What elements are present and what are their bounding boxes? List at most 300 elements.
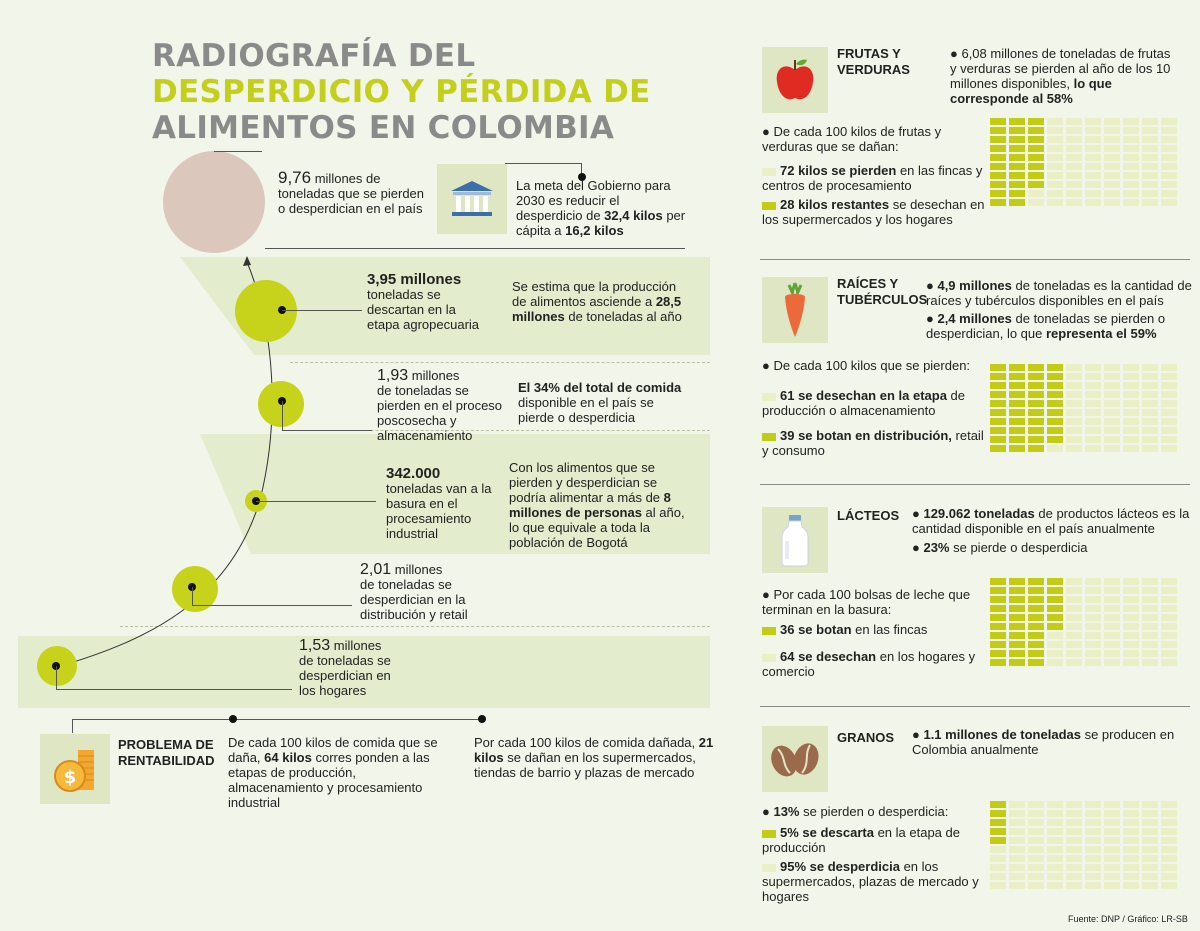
waffle-cell xyxy=(1009,641,1025,648)
waffle-cell xyxy=(1009,659,1025,666)
waffle-cell xyxy=(1009,181,1025,188)
stage-value: 1,53 xyxy=(299,637,331,654)
waffle-cell xyxy=(1028,373,1044,380)
waffle-cell xyxy=(1085,587,1101,594)
waffle-cell xyxy=(1066,373,1082,380)
waffle-cell xyxy=(1161,118,1177,125)
frutas-title-a: FRUTAS Y xyxy=(837,46,901,61)
waffle-cell xyxy=(1047,623,1063,630)
waffle-cell xyxy=(1009,623,1025,630)
waffle-cell xyxy=(1047,199,1063,206)
granos-fact-1: ● 1.1 millones de toneladas se producen en Colombia anualmente xyxy=(912,727,1175,757)
waffle-cell xyxy=(990,614,1006,621)
waffle-cell xyxy=(1085,118,1101,125)
note-bold: 28,5 millones xyxy=(512,294,682,324)
waffle-cell xyxy=(1104,199,1120,206)
lacteos-fact-1: ● 129.062 toneladas de productos lácteos es la cantidad disponible en el país anualmente xyxy=(912,506,1190,536)
waffle-cell xyxy=(1047,118,1063,125)
waffle-cell xyxy=(1009,118,1025,125)
legend-swatch xyxy=(762,864,776,872)
waffle-cell xyxy=(1047,596,1063,603)
waffle-cell xyxy=(990,136,1006,143)
waffle-cell xyxy=(1104,801,1120,808)
connector-line xyxy=(282,430,372,431)
waffle-cell xyxy=(1047,127,1063,134)
waffle-cell xyxy=(1009,136,1025,143)
waffle-cell xyxy=(990,882,1006,889)
raices-title xyxy=(837,276,927,308)
waffle-cell xyxy=(1161,364,1177,371)
waffle-cell xyxy=(1066,596,1082,603)
waffle-cell xyxy=(1028,418,1044,425)
waffle-cell xyxy=(1142,855,1158,862)
waffle-cell xyxy=(1028,819,1044,826)
waffle-cell xyxy=(990,181,1006,188)
waffle-cell xyxy=(1142,828,1158,835)
waffle-cell xyxy=(1104,172,1120,179)
coffee-bean-icon xyxy=(768,737,822,781)
connector-line xyxy=(192,605,352,606)
waffle-cell xyxy=(1009,855,1025,862)
legend-swatch xyxy=(762,168,776,176)
waffle-cell xyxy=(1142,819,1158,826)
waffle-cell xyxy=(1047,154,1063,161)
waffle-cell xyxy=(1009,578,1025,585)
waffle-cell xyxy=(1142,596,1158,603)
total-unit: millones xyxy=(314,171,363,186)
fact-text: se producen en Colombia anualmente xyxy=(912,727,1175,757)
waffle-cell xyxy=(1123,846,1139,853)
raices-waffle-grid xyxy=(990,364,1177,452)
note-text: Con los alimentos que se pierden y desperdician se podría alimentar a más de xyxy=(509,460,664,505)
waffle-cell xyxy=(1066,145,1082,152)
frutas-title-b: VERDURAS xyxy=(837,62,910,77)
waffle-cell xyxy=(1047,409,1063,416)
waffle-cell xyxy=(1123,855,1139,862)
stage-value: 342.000 xyxy=(386,465,441,482)
waffle-cell xyxy=(1047,172,1063,179)
title-line-2: DESPERDICIO Y PÉRDIDA DE xyxy=(152,74,651,110)
waffle-cell xyxy=(1066,181,1082,188)
waffle-cell xyxy=(1142,436,1158,443)
waffle-cell xyxy=(1085,819,1101,826)
waffle-cell xyxy=(1009,163,1025,170)
waffle-cell xyxy=(1028,154,1044,161)
waffle-cell xyxy=(1123,181,1139,188)
waffle-cell xyxy=(1142,382,1158,389)
waffle-cell xyxy=(1028,445,1044,452)
waffle-cell xyxy=(1161,578,1177,585)
stage-text-industrial xyxy=(386,466,496,541)
stage-text-retail xyxy=(360,562,490,622)
waffle-cell xyxy=(1123,650,1139,657)
waffle-cell xyxy=(1104,882,1120,889)
waffle-cell xyxy=(1161,136,1177,143)
waffle-cell xyxy=(1085,837,1101,844)
waffle-cell xyxy=(990,873,1006,880)
waffle-cell xyxy=(1066,632,1082,639)
waffle-cell xyxy=(1028,623,1044,630)
waffle-cell xyxy=(1161,614,1177,621)
goal-text-a: La meta del Gobierno para 2030 es reducir el desperdicio de xyxy=(516,178,671,223)
waffle-cell xyxy=(1142,659,1158,666)
waffle-cell xyxy=(1161,855,1177,862)
waffle-cell xyxy=(990,819,1006,826)
waffle-cell xyxy=(1085,382,1101,389)
lacteos-icon-box xyxy=(762,507,828,573)
waffle-cell xyxy=(1142,418,1158,425)
waffle-cell xyxy=(1161,127,1177,134)
waffle-cell xyxy=(1161,418,1177,425)
legend-bold: 72 kilos se pierden xyxy=(780,163,897,178)
raices-fact-1: ● 4,9 millones de toneladas es la cantidad de raíces y tubérculos disponibles en el país xyxy=(926,278,1192,308)
waffle-cell xyxy=(1142,810,1158,817)
connector-line xyxy=(72,719,486,720)
waffle-cell xyxy=(1142,154,1158,161)
waffle-cell xyxy=(1066,190,1082,197)
waffle-cell xyxy=(1047,810,1063,817)
frutas-legend-2 xyxy=(762,197,987,227)
waffle-cell xyxy=(1085,418,1101,425)
frutas-waffle-grid xyxy=(990,118,1177,206)
stage-desc: de toneladas se pierden en el proceso poscosecha y almacenamiento xyxy=(377,383,503,443)
bullet-dot xyxy=(478,715,486,723)
waffle-cell xyxy=(1047,828,1063,835)
waffle-cell xyxy=(1142,632,1158,639)
waffle-cell xyxy=(990,596,1006,603)
waffle-cell xyxy=(1123,118,1139,125)
legend-swatch xyxy=(762,654,776,662)
waffle-cell xyxy=(1104,445,1120,452)
fact-bold: 23% xyxy=(923,540,950,555)
waffle-cell xyxy=(1047,382,1063,389)
legend-text: en la etapa de producción xyxy=(762,825,960,855)
waffle-cell xyxy=(1161,409,1177,416)
frutas-legend-1 xyxy=(762,163,987,193)
waffle-cell xyxy=(1142,172,1158,179)
raices-intro-text: De cada 100 kilos que se pierden: xyxy=(773,358,971,373)
waffle-cell xyxy=(1085,445,1101,452)
waffle-cell xyxy=(1047,632,1063,639)
waffle-cell xyxy=(990,382,1006,389)
waffle-cell xyxy=(1047,145,1063,152)
waffle-cell xyxy=(990,623,1006,630)
waffle-cell xyxy=(1085,364,1101,371)
waffle-cell xyxy=(1066,864,1082,871)
waffle-cell xyxy=(1085,596,1101,603)
waffle-cell xyxy=(1085,409,1101,416)
waffle-cell xyxy=(1028,632,1044,639)
rentabilidad-text-2 xyxy=(474,735,714,780)
waffle-cell xyxy=(1066,810,1082,817)
waffle-cell xyxy=(1123,418,1139,425)
stage-desc: de toneladas se desperdician en los hogares xyxy=(299,653,391,698)
waffle-cell xyxy=(1123,819,1139,826)
raices-title-b: TUBÉRCULOS xyxy=(837,292,928,307)
waffle-cell xyxy=(1009,364,1025,371)
waffle-cell xyxy=(990,391,1006,398)
waffle-cell xyxy=(1142,364,1158,371)
waffle-cell xyxy=(1085,650,1101,657)
waffle-cell xyxy=(1047,136,1063,143)
waffle-cell xyxy=(1104,650,1120,657)
waffle-cell xyxy=(1123,864,1139,871)
waffle-cell xyxy=(1142,163,1158,170)
waffle-cell xyxy=(1161,373,1177,380)
waffle-cell xyxy=(1161,801,1177,808)
stage-text-poscosecha xyxy=(377,368,507,443)
waffle-cell xyxy=(1161,864,1177,871)
waffle-cell xyxy=(1047,436,1063,443)
waffle-cell xyxy=(1009,873,1025,880)
waffle-cell xyxy=(1066,364,1082,371)
waffle-cell xyxy=(990,418,1006,425)
stage-value: 1,93 xyxy=(377,367,409,384)
note-bogota xyxy=(509,460,687,550)
legend-bold: 64 se desechan xyxy=(780,649,877,664)
frutas-icon-box xyxy=(762,47,828,113)
waffle-cell xyxy=(1123,614,1139,621)
legend-text: en los supermercados, plazas de mercado y hogares xyxy=(762,859,979,904)
waffle-cell xyxy=(1142,373,1158,380)
waffle-cell xyxy=(1066,154,1082,161)
waffle-cell xyxy=(1161,828,1177,835)
divider xyxy=(760,484,1190,485)
waffle-cell xyxy=(1085,373,1101,380)
waffle-cell xyxy=(1142,445,1158,452)
rentabilidad-icon-box xyxy=(40,734,110,804)
waffle-cell xyxy=(990,810,1006,817)
granos-intro: ● 13% se pierden o desperdicia: xyxy=(762,804,949,819)
waffle-cell xyxy=(1123,163,1139,170)
waffle-cell xyxy=(990,427,1006,434)
waffle-cell xyxy=(1161,846,1177,853)
waffle-cell xyxy=(990,605,1006,612)
waffle-cell xyxy=(1009,427,1025,434)
legend-text: en las fincas xyxy=(851,622,928,637)
waffle-cell xyxy=(990,855,1006,862)
goal-text-b: per cápita a xyxy=(516,208,686,238)
waffle-cell xyxy=(1104,382,1120,389)
stage-unit: millones xyxy=(408,368,460,383)
waffle-cell xyxy=(1009,382,1025,389)
waffle-cell xyxy=(1123,400,1139,407)
rentabilidad-bold: 21 kilos xyxy=(474,735,714,765)
waffle-cell xyxy=(1123,190,1139,197)
waffle-cell xyxy=(1009,445,1025,452)
legend-bold: 28 kilos restantes xyxy=(780,197,890,212)
stage-unit: millones xyxy=(391,562,443,577)
waffle-cell xyxy=(1047,400,1063,407)
waffle-cell xyxy=(1009,190,1025,197)
fact-bold: 129.062 toneladas xyxy=(923,506,1035,521)
waffle-cell xyxy=(1104,873,1120,880)
waffle-cell xyxy=(1142,587,1158,594)
waffle-cell xyxy=(1123,199,1139,206)
waffle-cell xyxy=(1161,172,1177,179)
waffle-cell xyxy=(1142,623,1158,630)
connector-line xyxy=(192,587,193,605)
waffle-cell xyxy=(1104,391,1120,398)
waffle-cell xyxy=(1123,136,1139,143)
waffle-cell xyxy=(990,163,1006,170)
waffle-cell xyxy=(1161,445,1177,452)
connector-line xyxy=(282,401,283,430)
carrot-icon xyxy=(780,281,810,339)
waffle-cell xyxy=(1085,145,1101,152)
waffle-cell xyxy=(1066,659,1082,666)
waffle-cell xyxy=(1161,596,1177,603)
raices-fact-2: ● 2,4 millones de toneladas se pierden o desperdician, lo que representa el 59% xyxy=(926,311,1166,341)
waffle-cell xyxy=(1142,882,1158,889)
waffle-cell xyxy=(1123,382,1139,389)
waffle-cell xyxy=(1066,578,1082,585)
fact-bold: 2,4 millones xyxy=(937,311,1012,326)
waffle-cell xyxy=(1085,632,1101,639)
waffle-cell xyxy=(1085,190,1101,197)
waffle-cell xyxy=(1161,632,1177,639)
legend-text: en los hogares y comercio xyxy=(762,649,976,679)
raices-icon-box xyxy=(762,277,828,343)
waffle-cell xyxy=(1104,118,1120,125)
waffle-cell xyxy=(1123,436,1139,443)
waffle-cell xyxy=(1104,614,1120,621)
waffle-cell xyxy=(1009,837,1025,844)
waffle-cell xyxy=(1028,199,1044,206)
waffle-cell xyxy=(1142,190,1158,197)
waffle-cell xyxy=(1123,127,1139,134)
waffle-cell xyxy=(1009,632,1025,639)
waffle-cell xyxy=(1161,199,1177,206)
waffle-cell xyxy=(1142,136,1158,143)
waffle-cell xyxy=(1104,145,1120,152)
waffle-cell xyxy=(1123,409,1139,416)
waffle-cell xyxy=(1085,614,1101,621)
waffle-cell xyxy=(1161,154,1177,161)
waffle-cell xyxy=(1123,596,1139,603)
waffle-cell xyxy=(1123,828,1139,835)
waffle-cell xyxy=(1104,181,1120,188)
granos-icon-box xyxy=(762,726,828,792)
waffle-cell xyxy=(1142,427,1158,434)
lacteos-waffle-grid xyxy=(990,578,1177,666)
legend-swatch xyxy=(762,627,776,635)
waffle-cell xyxy=(1028,391,1044,398)
waffle-cell xyxy=(1104,578,1120,585)
fact-text: de toneladas es la cantidad de raíces y tubérculos disponibles en el país xyxy=(926,278,1192,308)
waffle-cell xyxy=(1142,118,1158,125)
stage-value: 2,01 xyxy=(360,561,392,578)
waffle-cell xyxy=(1066,623,1082,630)
waffle-cell xyxy=(1161,650,1177,657)
waffle-cell xyxy=(1104,364,1120,371)
waffle-cell xyxy=(1142,641,1158,648)
waffle-cell xyxy=(1104,632,1120,639)
fact-text: de productos lácteos es la cantidad disponible en el país anualmente xyxy=(912,506,1190,536)
source-note: Fuente: DNP / Gráfico: LR-SB xyxy=(1068,914,1188,924)
waffle-cell xyxy=(1104,623,1120,630)
waffle-cell xyxy=(1066,382,1082,389)
waffle-cell xyxy=(1066,136,1082,143)
waffle-cell xyxy=(1009,145,1025,152)
apple-icon xyxy=(773,56,817,104)
waffle-cell xyxy=(1104,154,1120,161)
waffle-cell xyxy=(1028,409,1044,416)
waffle-cell xyxy=(990,199,1006,206)
waffle-cell xyxy=(1104,596,1120,603)
note-text: de toneladas al año xyxy=(564,309,682,324)
waffle-cell xyxy=(1009,801,1025,808)
stage-unit: millones xyxy=(330,638,382,653)
waffle-cell xyxy=(1009,409,1025,416)
waffle-cell xyxy=(1066,391,1082,398)
note-text: Se estima que la producción de alimentos asciende a xyxy=(512,279,677,309)
waffle-cell xyxy=(990,127,1006,134)
waffle-cell xyxy=(1085,391,1101,398)
rentabilidad-text: De cada 100 kilos de comida que se daña, xyxy=(228,735,438,765)
waffle-cell xyxy=(1066,605,1082,612)
waffle-cell xyxy=(1047,163,1063,170)
waffle-cell xyxy=(1047,445,1063,452)
fact-bold: 1.1 millones de toneladas xyxy=(923,727,1081,742)
legend-bold: 61 se desechan en la etapa xyxy=(780,388,947,403)
stage-desc: de toneladas se desperdician en la distribución y retail xyxy=(360,577,468,622)
frutas-title xyxy=(837,46,910,78)
waffle-cell xyxy=(990,650,1006,657)
waffle-cell xyxy=(990,190,1006,197)
waffle-cell xyxy=(1028,190,1044,197)
waffle-cell xyxy=(1104,837,1120,844)
waffle-cell xyxy=(1104,846,1120,853)
divider xyxy=(760,706,1190,707)
waffle-cell xyxy=(1066,819,1082,826)
waffle-cell xyxy=(1142,801,1158,808)
waffle-cell xyxy=(1142,650,1158,657)
waffle-cell xyxy=(1085,828,1101,835)
legend-text: de producción o almacenamiento xyxy=(762,388,966,418)
waffle-cell xyxy=(990,846,1006,853)
granos-legend-2 xyxy=(762,859,987,904)
waffle-cell xyxy=(1085,605,1101,612)
waffle-cell xyxy=(1161,659,1177,666)
waffle-cell xyxy=(1161,181,1177,188)
waffle-cell xyxy=(1047,605,1063,612)
waffle-cell xyxy=(1028,837,1044,844)
waffle-cell xyxy=(1028,172,1044,179)
waffle-cell xyxy=(1028,364,1044,371)
waffle-cell xyxy=(1028,810,1044,817)
waffle-cell xyxy=(1142,873,1158,880)
lacteos-fact-2: ● 23% se pierde o desperdicia xyxy=(912,540,1088,555)
rentabilidad-text-1 xyxy=(228,735,448,810)
waffle-cell xyxy=(1123,632,1139,639)
waffle-cell xyxy=(1123,391,1139,398)
waffle-cell xyxy=(1085,846,1101,853)
waffle-cell xyxy=(1123,364,1139,371)
waffle-cell xyxy=(1085,623,1101,630)
waffle-cell xyxy=(1123,172,1139,179)
waffle-cell xyxy=(1047,391,1063,398)
waffle-cell xyxy=(1047,801,1063,808)
granos-legend-1 xyxy=(762,825,987,855)
waffle-cell xyxy=(1142,181,1158,188)
waffle-cell xyxy=(1085,199,1101,206)
waffle-cell xyxy=(1028,400,1044,407)
frutas-fact-bold: lo que corresponde al 58% xyxy=(950,76,1112,106)
waffle-cell xyxy=(1028,855,1044,862)
waffle-cell xyxy=(1028,659,1044,666)
note-text: al año, lo que equivale a toda la población de Bogotá xyxy=(509,505,685,550)
